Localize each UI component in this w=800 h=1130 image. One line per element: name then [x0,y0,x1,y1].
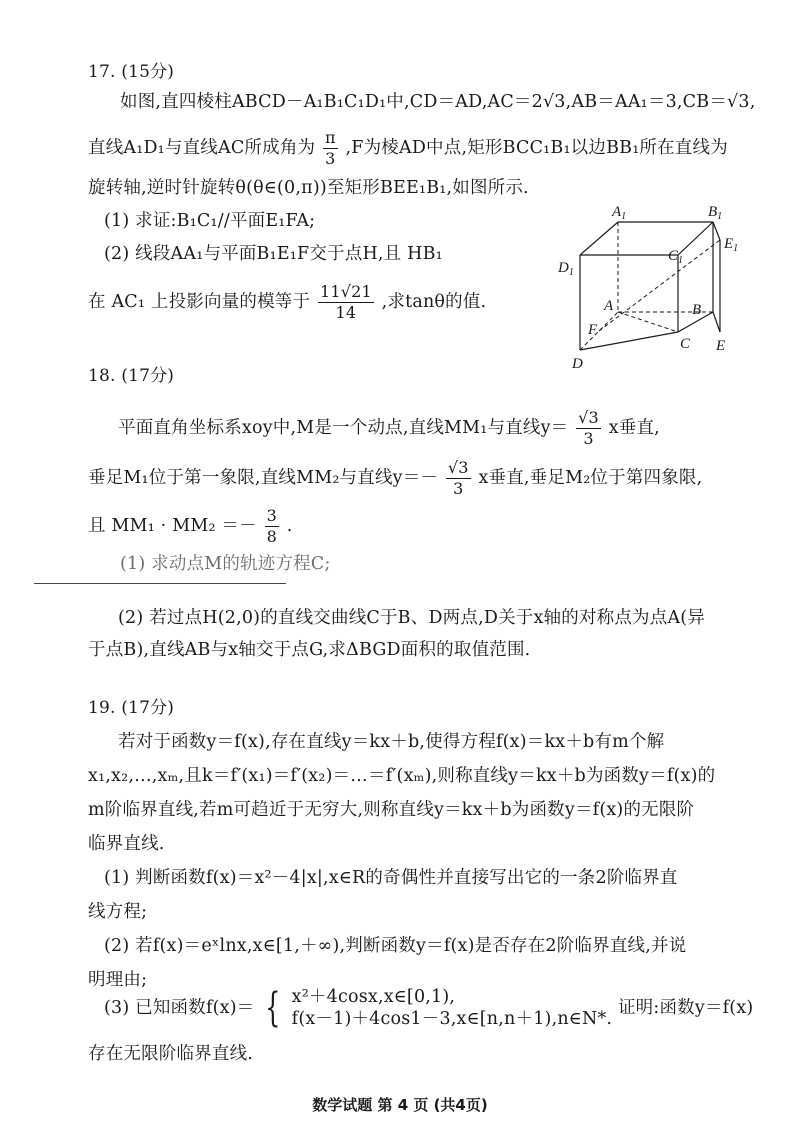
edge-C1B1 [678,222,713,255]
divider-line [34,583,286,584]
neg-sqrt3-over-3-fraction [446,458,471,499]
q19-header: 19. (17分) [88,698,175,718]
q18-header: 18. (17分) [88,366,175,386]
piecewise-cases [292,986,613,1030]
q17-line1: 如图,直四棱柱ABCD－A₁B₁C₁D₁中,CD＝AD,AC＝2√3,AB＝AA₁＝3,CB＝√3, [120,92,756,112]
q19-part2-line1: (2) 若f(x)＝eˣlnx,x∈[1,＋∞),判断函数y＝f(x)是否存在2阶临界直线,并说 [104,936,687,956]
q18-line3-pre: 且 MM₁ · MM₂ ＝－ [88,516,257,536]
q19-line1: 若对于函数y＝f(x),存在直线y＝kx＋b,使得方程f(x)＝kx＋b有m个解 [118,732,665,752]
sqrt3-over-3-fraction [576,408,601,449]
q18-line1 [118,408,660,449]
frac-num: 11√21 [319,282,372,301]
q18-line2-post: x垂直,垂足M₂位于第四象限, [478,468,703,488]
label-A: A [604,298,614,314]
q18-line1-post: x垂直, [608,418,660,438]
label-C: C [680,336,691,352]
q18-line2-pre: 垂足M₁位于第一象限,直线MM₂与直线y＝－ [88,468,439,488]
label-D1: $D_1$ [558,260,574,278]
frac-den: 3 [583,429,594,448]
piecewise-case2: f(x－1)＋4cos1－3,x∈[n,n＋1),n∈N*. [291,1009,613,1029]
q17-part2-line2 [88,282,486,323]
q19-part1-line2: 线方程; [88,902,148,922]
q19-part3-line1 [104,986,753,1030]
edge-D1A1 [580,222,618,255]
projection-fraction [318,282,374,323]
frac-num: √3 [578,408,599,427]
label-B1: $B_1$ [708,204,723,222]
q17-part2-text-pre: 在 AC₁ 上投影向量的模等于 [88,292,311,312]
q19-line2: x₁,x₂,…,xₘ,且k＝f′(x₁)＝f′(x₂)＝…＝f′(xₘ),则称直线y＝kx＋b为函数y＝f(x)的 [88,766,716,786]
label-B: B [692,302,702,318]
frac-num: 3 [266,506,277,525]
q19-part3-line2: 存在无限阶临界直线. [88,1044,254,1064]
q18-part2-line1: (2) 若过点H(2,0)的直线交曲线C于B、D两点,D关于x轴的对称点为点A(异 [118,608,706,628]
label-F: F [588,322,598,338]
q18-line3-post: . [286,516,293,536]
q17-part2-line1: (2) 线段AA₁与平面B₁E₁F交于点H,且 HB₁ [104,244,443,264]
q19-part1-line1: (1) 判断函数f(x)＝x²－4|x|,x∈R的奇偶性并直接写出它的一条2阶临界直 [104,868,678,888]
prism-figure [548,200,748,375]
q19-part3-post: 证明:函数y＝f(x) [617,998,754,1018]
hidden-edge-AC [618,312,678,332]
label-D: D [572,356,583,372]
piecewise-brace: { [265,985,281,1031]
q17-line3: 旋转轴,逆时针旋转θ(θ∈(0,π))至矩形BEE₁B₁,如图所示. [88,178,529,198]
edge-B1E1 [713,222,720,240]
neg-3-over-8-fraction [265,506,279,547]
label-A1: $A_1$ [612,204,627,222]
page-footer: 数学试题 第 4 页 (共4页) [312,1096,488,1114]
frac-num: √3 [447,458,469,477]
q17-line2-text-b: ,F为棱AD中点,矩形BCC₁B₁以边BB₁所在直线为 [345,138,728,158]
frac-den: 3 [325,149,336,168]
label-E1: $E_1$ [724,236,739,254]
q18-line1-pre: 平面直角坐标系xoy中,M是一个动点,直线MM₁与直线y＝ [118,418,569,438]
label-E: E [716,338,726,354]
q19-part3-pre: (3) 已知函数f(x)＝ [104,998,255,1018]
label-C1: $C_1$ [668,248,684,266]
q17-line2-text-a: 直线A₁D₁与直线AC所成角为 [88,138,316,158]
q18-line3 [88,506,293,547]
frac-den: 14 [335,303,357,322]
q19-line3: m阶临界直线,若m可趋近于无穷大,则称直线y＝kx＋b为函数y＝f(x)的无限阶 [88,800,695,820]
frac-num: π [325,128,336,147]
edge-BE [713,312,720,332]
q18-part2-line2: 于点B),直线AB与x轴交于点G,求ΔBGD面积的取值范围. [88,640,531,660]
q18-line2 [88,458,702,499]
hidden-edge-FE1 [599,240,720,331]
frac-den: 8 [266,527,277,546]
q17-part2-text-post: ,求tanθ的值. [381,292,487,312]
frac-den: 3 [453,479,464,498]
q17-line2 [88,128,728,169]
q17-header: 17. (15分) [88,62,175,82]
piecewise-case1: x²＋4cosx,x∈[0,1), [291,987,456,1007]
q17-part1: (1) 求证:B₁C₁//平面E₁FA; [104,211,316,231]
q19-line4: 临界直线. [88,834,165,854]
q19-part2-line2: 明理由; [88,970,148,990]
pi-over-3-fraction [323,128,338,169]
q18-part1: (1) 求动点M的轨迹方程C; [120,554,331,574]
